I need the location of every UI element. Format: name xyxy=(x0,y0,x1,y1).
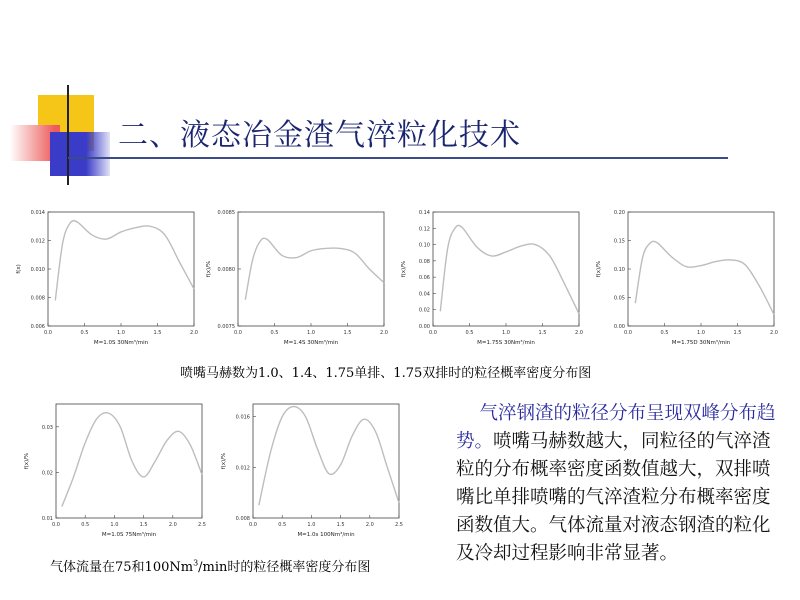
y-tick-label: 0.03 xyxy=(41,424,53,431)
x-tick-label: 0.5 xyxy=(465,330,474,336)
chart-svg xyxy=(18,400,208,540)
caption-mach-numbers: 喷嘴马赫数为1.0、1.4、1.75单排、1.75双排时的粒径概率密度分布图 xyxy=(180,366,592,381)
conclusion-highlight: 气淬钢渣的粒径分布呈现双峰分布趋势。 xyxy=(456,403,776,452)
y-tick-label: 0.014 xyxy=(30,210,45,216)
y-tick-label: 0.04 xyxy=(418,291,430,298)
x-tick-label: 2.5 xyxy=(198,522,206,528)
x-tick-label: 0.5 xyxy=(81,522,90,528)
x-tick-label: 1.5 xyxy=(538,330,547,336)
x-tick-label: 2.0 xyxy=(575,330,583,336)
plot-frame xyxy=(238,212,384,326)
y-axis-label: f(x)/% xyxy=(221,452,227,470)
x-axis-label: M=1.75D 30Nm³/min xyxy=(671,340,731,346)
y-tick-label: 0.012 xyxy=(30,238,45,245)
y-tick-label: 0.02 xyxy=(418,307,430,314)
y-tick-label: 0.010 xyxy=(30,267,45,273)
y-axis-label: f(x)/% xyxy=(206,260,212,278)
x-tick-label: 0.5 xyxy=(660,330,669,336)
y-tick-label: 0.15 xyxy=(613,238,625,245)
x-tick-label: 1.0 xyxy=(307,330,315,336)
caption-gas-flow xyxy=(50,556,370,575)
x-tick-label: 2.0 xyxy=(190,330,198,336)
chart-svg xyxy=(590,208,780,348)
chart-flow-75 xyxy=(18,400,208,540)
chart-svg xyxy=(200,208,390,348)
x-tick-label: 1.5 xyxy=(336,522,345,528)
x-tick-label: 0.0 xyxy=(624,330,632,336)
y-axis-label: f(x)/% xyxy=(401,260,407,278)
plot-frame xyxy=(253,404,399,518)
conclusion-rest: 喷嘴马赫数越大，同粒径的气淬渣粒的分布概率密度函数值越大，双排喷嘴比单排喷嘴的气淬渣粒分布概率密度函数值大。气体流量对液态钢渣的粒化及冷却过程影响非常显著。 xyxy=(456,431,771,564)
x-axis-label: M=1.0s 100Nm³/min xyxy=(297,532,355,538)
y-tick-label: 0.14 xyxy=(418,210,430,216)
x-tick-label: 1.5 xyxy=(343,330,352,336)
x-axis-label: M=1.0S 30Nm³/min xyxy=(93,340,149,346)
x-tick-label: 0.5 xyxy=(80,330,89,336)
y-axis-label: f(x) xyxy=(16,264,22,274)
x-tick-label: 1.5 xyxy=(139,522,148,528)
title-underline xyxy=(68,157,728,159)
y-tick-label: 0.10 xyxy=(418,242,430,249)
x-tick-label: 0.0 xyxy=(52,522,60,528)
x-tick-label: 2.0 xyxy=(168,522,177,528)
x-tick-label: 1.0 xyxy=(110,522,119,528)
conclusion-text xyxy=(456,400,786,568)
deco-vertical-line xyxy=(67,85,69,185)
x-axis-label: M=1.75S 30Nm³/min xyxy=(477,340,535,346)
x-tick-label: 1.0 xyxy=(117,330,125,336)
y-tick-label: 0.12 xyxy=(418,226,430,233)
y-tick-label: 0.08 xyxy=(418,258,430,265)
x-tick-label: 2.5 xyxy=(395,522,403,528)
caption-gas-flow-sup: 3 xyxy=(193,558,199,568)
y-tick-label: 0.0085 xyxy=(217,210,235,216)
plot-frame xyxy=(48,212,194,326)
y-tick-label: 0.02 xyxy=(41,470,53,477)
x-axis-label: M=1.4S 30Nm³/min xyxy=(283,340,339,346)
chart-mach-1-75-single xyxy=(395,208,585,348)
chart-mach-1-75-double xyxy=(590,208,780,348)
x-tick-label: 1.0 xyxy=(307,522,316,528)
x-tick-label: 2.0 xyxy=(380,330,388,336)
x-tick-label: 0.0 xyxy=(249,522,257,528)
x-tick-label: 0.0 xyxy=(429,330,437,336)
y-tick-label: 0.016 xyxy=(235,414,250,421)
y-tick-label: 0.10 xyxy=(613,267,625,273)
y-axis-label: f(x)/% xyxy=(596,260,602,278)
x-tick-label: 0.0 xyxy=(44,330,52,336)
x-tick-label: 0.5 xyxy=(270,330,279,336)
plot-frame xyxy=(56,404,202,518)
y-axis-label: f(x)/% xyxy=(24,452,30,470)
chart-mach-1-0-single xyxy=(10,208,200,348)
y-tick-label: 0.01 xyxy=(41,516,53,522)
x-tick-label: 2.0 xyxy=(365,522,374,528)
chart-flow-100 xyxy=(215,400,405,540)
x-tick-label: 1.5 xyxy=(733,330,742,336)
chart-svg xyxy=(395,208,585,348)
caption-gas-flow-pre: 气体流量在75和100Nm xyxy=(50,560,194,575)
chart-mach-1-4-single xyxy=(200,208,390,348)
x-tick-label: 0.0 xyxy=(234,330,242,336)
x-axis-label: M=1.0S 75Nm³/min xyxy=(101,532,157,538)
y-tick-label: 0.008 xyxy=(30,295,45,302)
y-tick-label: 0.0075 xyxy=(217,324,235,330)
deco-blue-block xyxy=(50,132,110,176)
y-tick-label: 0.0080 xyxy=(217,267,235,273)
y-tick-label: 0.012 xyxy=(235,465,250,472)
x-tick-label: 1.0 xyxy=(502,330,510,336)
y-tick-label: 0.00 xyxy=(418,324,430,330)
y-tick-label: 0.008 xyxy=(235,516,250,522)
y-tick-label: 0.00 xyxy=(613,324,625,330)
chart-svg xyxy=(215,400,405,540)
slide-title: 二、液态冶金渣气淬粒化技术 xyxy=(118,118,521,153)
x-tick-label: 1.0 xyxy=(697,330,705,336)
x-tick-label: 1.5 xyxy=(153,330,162,336)
y-tick-label: 0.006 xyxy=(30,324,45,330)
caption-gas-flow-post: /min时的粒径概率密度分布图 xyxy=(198,560,371,575)
y-tick-label: 0.06 xyxy=(418,275,430,282)
chart-svg xyxy=(10,208,200,348)
y-tick-label: 0.05 xyxy=(613,295,625,302)
x-tick-label: 2.0 xyxy=(770,330,778,336)
y-tick-label: 0.20 xyxy=(613,210,625,216)
x-tick-label: 0.5 xyxy=(278,522,287,528)
plot-frame xyxy=(628,212,774,326)
